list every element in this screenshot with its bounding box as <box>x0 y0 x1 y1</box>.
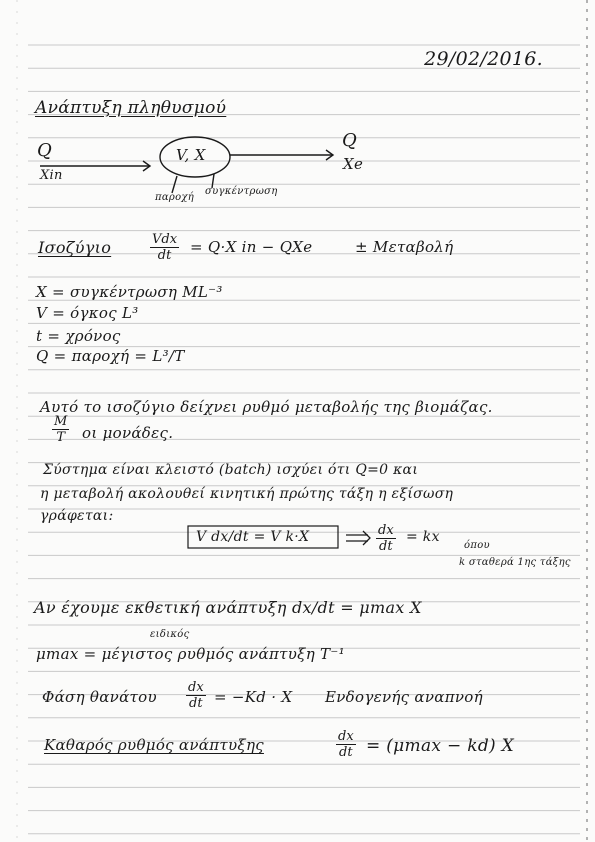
death-rhs: = −Kd · X <box>214 688 293 706</box>
net-derivative-num: dx <box>338 729 354 744</box>
implies-arrow <box>346 531 370 545</box>
death-derivative-den: dt <box>189 696 203 711</box>
mu-max-definition: μmax = μέγιστος ρυθμός ανάπτυξη T⁻¹ <box>36 645 345 663</box>
page-title: Ανάπτυξη πληθυσμού <box>35 98 227 118</box>
explanation-line-1: Αυτό το ισοζύγιο δείχνει ρυθμό μεταβολής της βιομάζας. <box>40 398 493 416</box>
net-rhs: = (μmax − kd) X <box>366 736 515 756</box>
definition-V: V = όγκος L³ <box>36 304 139 322</box>
balance-rhs: = Q·X in − QXe <box>190 238 313 256</box>
balance-derivative-num: Vdx <box>152 232 178 247</box>
death-note: Ενδογενής αναπνοή <box>325 688 483 706</box>
balance-derivative <box>150 232 179 263</box>
outflow-Q-label: Q <box>342 130 358 151</box>
net-growth-label: Καθαρός ρυθμός ανάπτυξης <box>44 736 264 754</box>
death-derivative-num: dx <box>188 680 204 695</box>
result-rhs: = kx <box>406 529 440 545</box>
paroxi-label: παροχή <box>155 192 195 203</box>
boxed-equation: V dx/dt = V k·X <box>196 529 310 545</box>
balance-derivative-den: dt <box>157 248 172 263</box>
outflow-conc-label: Xe <box>343 155 364 173</box>
batch-line-1: Σύστημα είναι κλειστό (batch) ισχύει ότι Q=0 και <box>43 462 419 478</box>
net-derivative-den: dt <box>339 745 353 760</box>
inflow-conc-label: Xin <box>40 168 63 183</box>
balance-heading: Ισοζύγιο <box>38 238 112 257</box>
definition-X: X = συγκέντρωση ML⁻³ <box>36 283 223 301</box>
units-num: M <box>54 414 68 429</box>
growth-annotation: ειδικός <box>150 629 190 640</box>
batch-line-2: η μεταβολή ακολουθεί κινητική πρώτης τάξη η εξίσωση <box>40 486 454 502</box>
growth-line: Αν έχουμε εκθετική ανάπτυξη dx/dt = μmax X <box>34 598 422 617</box>
result-derivative-num: dx <box>378 523 394 538</box>
concentration-label: συγκέντρωση <box>205 186 278 197</box>
result-derivative <box>376 523 396 554</box>
inflow-Q-label: Q <box>37 140 53 161</box>
reactor-label: V, X <box>176 146 206 164</box>
units-den: T <box>56 430 65 445</box>
date: 29/02/2016. <box>424 48 543 70</box>
explanation-line-2: οι μονάδες. <box>82 424 174 442</box>
units-fraction <box>52 414 69 445</box>
batch-line-3: γράφεται: <box>40 508 114 524</box>
death-derivative <box>186 680 206 711</box>
result-note-1: όπου <box>464 540 490 551</box>
balance-change-term: ± Μεταβολή <box>355 238 454 256</box>
definition-Q: Q = παροχή = L³/T <box>36 347 185 365</box>
result-derivative-den: dt <box>379 539 393 554</box>
death-phase-label: Φάση θανάτου <box>42 688 157 706</box>
definition-t: t = χρόνος <box>36 327 121 345</box>
result-note-2: k σταθερά 1ης τάξης <box>459 557 571 568</box>
net-derivative <box>336 729 356 760</box>
